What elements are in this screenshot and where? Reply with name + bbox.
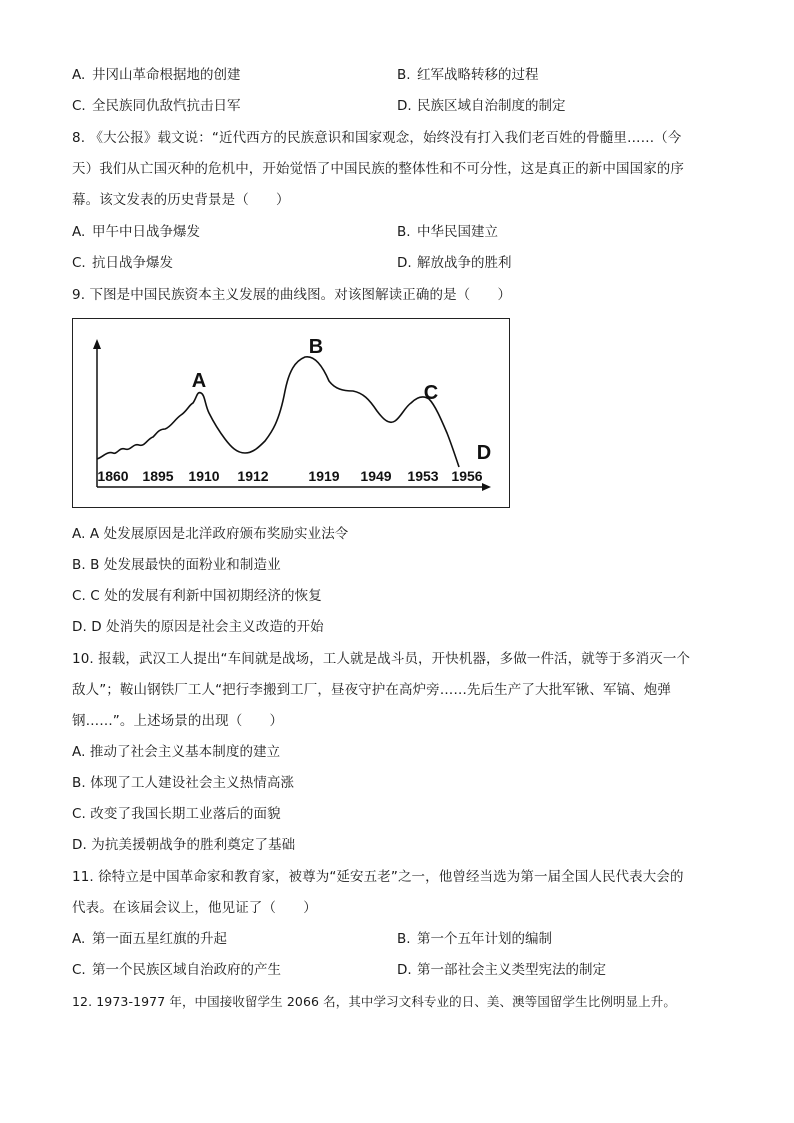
q10-stem-line-2: 敌人”；鞍山钢铁厂工人“把行李搬到工厂，昼夜守护在高炉旁……先后生产了大批军锹、军镐、炮弹 bbox=[72, 682, 671, 698]
q12-stem: 12. 1973-1977 年，中国接收留学生 2066 名，其中学习文科专业的日、美、澳等国留学生比例明显上升。 bbox=[72, 994, 676, 1009]
x-tick-label-1949: 1949 bbox=[360, 468, 392, 484]
q10-option-d[interactable]: D. 为抗美援朝战争的胜利奠定了基础 bbox=[72, 837, 296, 853]
y-axis-arrow bbox=[93, 339, 101, 349]
q8-options-row-1 bbox=[72, 222, 722, 242]
q7-options-row-1 bbox=[72, 65, 722, 85]
q8-stem-line-2: 天）我们从亡国灭种的危机中，开始觉悟了中国民族的整体性和不可分性，这是真正的新中国国家的序 bbox=[72, 161, 684, 177]
q8-stem-line-1: 8. 《大公报》载文说：“近代西方的民族意识和国家观念，始终没有打入我们老百姓的骨髓里……（今 bbox=[72, 130, 682, 146]
q8-stem-line-3: 幕。该文发表的历史背景是（ ） bbox=[72, 192, 290, 208]
q9-option-b[interactable]: B. B 处发展最快的面粉业和制造业 bbox=[72, 557, 281, 573]
q8-option-a[interactable]: A. 甲午中日战争爆发 bbox=[72, 224, 200, 240]
q8-options-row-2 bbox=[72, 253, 722, 273]
q10-option-b[interactable]: B. 体现了工人建设社会主义热情高涨 bbox=[72, 775, 295, 791]
q11-option-b[interactable]: B. 第一个五年计划的编制 bbox=[397, 931, 552, 947]
x-tick-label-1956: 1956 bbox=[451, 468, 483, 484]
x-tick-label-1919: 1919 bbox=[308, 468, 340, 484]
q10-stem-line-1: 10. 报载，武汉工人提出“车间就是战场，工人就是战斗员，开快机器，多做一件活，就等于多消灭一个 bbox=[72, 651, 691, 667]
q10-option-a[interactable]: A. 推动了社会主义基本制度的建立 bbox=[72, 744, 281, 760]
q11-stem-line-1: 11. 徐特立是中国革命家和教育家，被尊为“延安五老”之一，他曾经当选为第一届全国人民代表大会的 bbox=[72, 869, 684, 885]
q7-options-row-2 bbox=[72, 96, 722, 116]
x-axis-arrow bbox=[482, 483, 491, 491]
q8-option-c[interactable]: C. 抗日战争爆发 bbox=[72, 255, 173, 271]
q8-option-b[interactable]: B. 中华民国建立 bbox=[397, 224, 498, 240]
q8-option-d[interactable]: D. 解放战争的胜利 bbox=[397, 255, 512, 271]
point-label-A: A bbox=[191, 370, 207, 392]
q11-option-a[interactable]: A. 第一面五星红旗的升起 bbox=[72, 931, 227, 947]
q9-option-d[interactable]: D. D 处消失的原因是社会主义改造的开始 bbox=[72, 619, 324, 635]
q7-option-a[interactable]: A. 井冈山革命根据地的创建 bbox=[72, 67, 241, 83]
x-tick-label-1953: 1953 bbox=[407, 468, 439, 484]
q10-option-c[interactable]: C. 改变了我国长期工业落后的面貌 bbox=[72, 806, 281, 822]
point-label-B: B bbox=[308, 336, 324, 358]
capitalism-development-chart bbox=[72, 318, 510, 508]
x-tick-label-1895: 1895 bbox=[142, 468, 174, 484]
q11-stem-line-2: 代表。在该届会议上，他见证了（ ） bbox=[72, 900, 317, 916]
development-curve bbox=[97, 357, 459, 467]
x-tick-label-1912: 1912 bbox=[237, 468, 269, 484]
q11-options-row-1 bbox=[72, 929, 722, 949]
chart-svg bbox=[73, 319, 511, 509]
q7-option-d[interactable]: D. 民族区域自治制度的制定 bbox=[397, 98, 566, 114]
q11-options-row-2 bbox=[72, 960, 722, 980]
q11-option-d[interactable]: D. 第一部社会主义类型宪法的制定 bbox=[397, 962, 606, 978]
q9-option-a[interactable]: A. A 处发展原因是北洋政府颁布奖励实业法令 bbox=[72, 526, 349, 542]
q7-option-b[interactable]: B. 红军战略转移的过程 bbox=[397, 67, 539, 83]
point-label-D: D bbox=[476, 442, 492, 464]
q7-option-c[interactable]: C. 全民族同仇敌忾抗击日军 bbox=[72, 98, 241, 114]
x-tick-label-1910: 1910 bbox=[188, 468, 220, 484]
q10-stem-line-3: 钢……”。上述场景的出现（ ） bbox=[72, 713, 284, 729]
x-tick-label-1860: 1860 bbox=[97, 468, 129, 484]
q9-stem: 9. 下图是中国民族资本主义发展的曲线图。对该图解读正确的是（ ） bbox=[72, 287, 512, 303]
point-label-C: C bbox=[423, 382, 439, 404]
q11-option-c[interactable]: C. 第一个民族区域自治政府的产生 bbox=[72, 962, 281, 978]
q9-option-c[interactable]: C. C 处的发展有利新中国初期经济的恢复 bbox=[72, 588, 322, 604]
